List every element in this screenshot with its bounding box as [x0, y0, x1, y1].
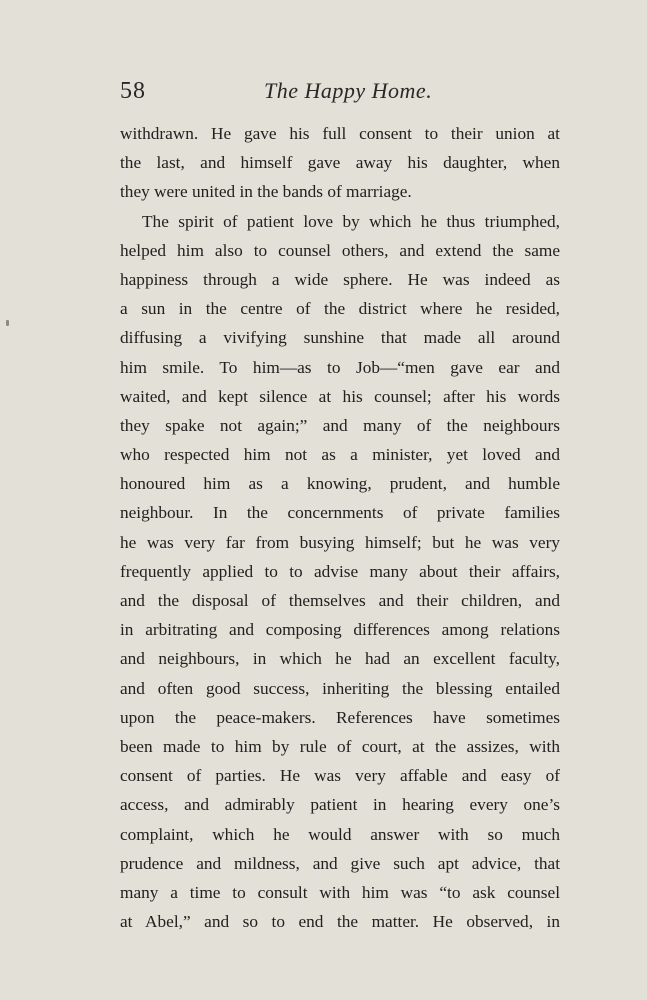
text-line: diffusing a vivifying sunshine that made all around: [120, 328, 560, 348]
text-line: in arbitrating and composing differences among relations: [120, 620, 560, 640]
text-line: at Abel,” and so to end the matter. He observed, in: [120, 912, 560, 932]
paper-blemish: [6, 320, 9, 326]
text-line: access, and admirably patient in hearing every one’s: [120, 795, 560, 815]
text-line: upon the peace-makers. References have sometimes: [120, 707, 560, 727]
page-header: [120, 78, 560, 110]
text-line: neighbour. In the concernments of private families: [120, 503, 560, 523]
text-line: they spake not again;” and many of the neighbours: [120, 415, 560, 435]
text-line: the last, and himself gave away his daughter, when: [120, 153, 560, 173]
text-line: happiness through a wide sphere. He was indeed as: [120, 269, 560, 289]
text-line: withdrawn. He gave his full consent to their union at: [120, 124, 560, 143]
paragraph-start-line: The spirit of patient love by which he thus triumphed,: [142, 211, 560, 231]
text-line: who respected him not as a minister, yet loved and: [120, 445, 560, 465]
page-number: 58: [120, 78, 146, 104]
text-line: complaint, which he would answer with so much: [120, 824, 560, 844]
text-line: and often good success, inheriting the blessing entailed: [120, 678, 560, 698]
text-line: honoured him as a knowing, prudent, and humble: [120, 474, 560, 494]
text-line: many a time to consult with him was “to ask counsel: [120, 882, 560, 902]
text-line: prudence and mildness, and give such apt advice, that: [120, 853, 560, 873]
running-title: The Happy Home.: [264, 78, 433, 103]
text-line: he was very far from busying himself; but he was very: [120, 532, 560, 552]
text-line: helped him also to counsel others, and extend the same: [120, 240, 560, 260]
text-line: frequently applied to to advise many about their affairs,: [120, 561, 560, 581]
text-line: a sun in the centre of the district where he resided,: [120, 299, 560, 319]
text-line: and the disposal of themselves and their children, and: [120, 591, 560, 610]
text-line: consent of parties. He was very affable and easy of: [120, 766, 560, 786]
text-line: waited, and kept silence at his counsel; after his words: [120, 386, 560, 406]
text-line: they were united in the bands of marriage.: [120, 182, 412, 202]
text-line: and neighbours, in which he had an excellent faculty,: [120, 649, 560, 669]
body-text: [120, 119, 560, 936]
text-line: been made to him by rule of court, at the assizes, with: [120, 736, 560, 756]
text-line: him smile. To him—as to Job—“men gave ear and: [120, 357, 560, 377]
